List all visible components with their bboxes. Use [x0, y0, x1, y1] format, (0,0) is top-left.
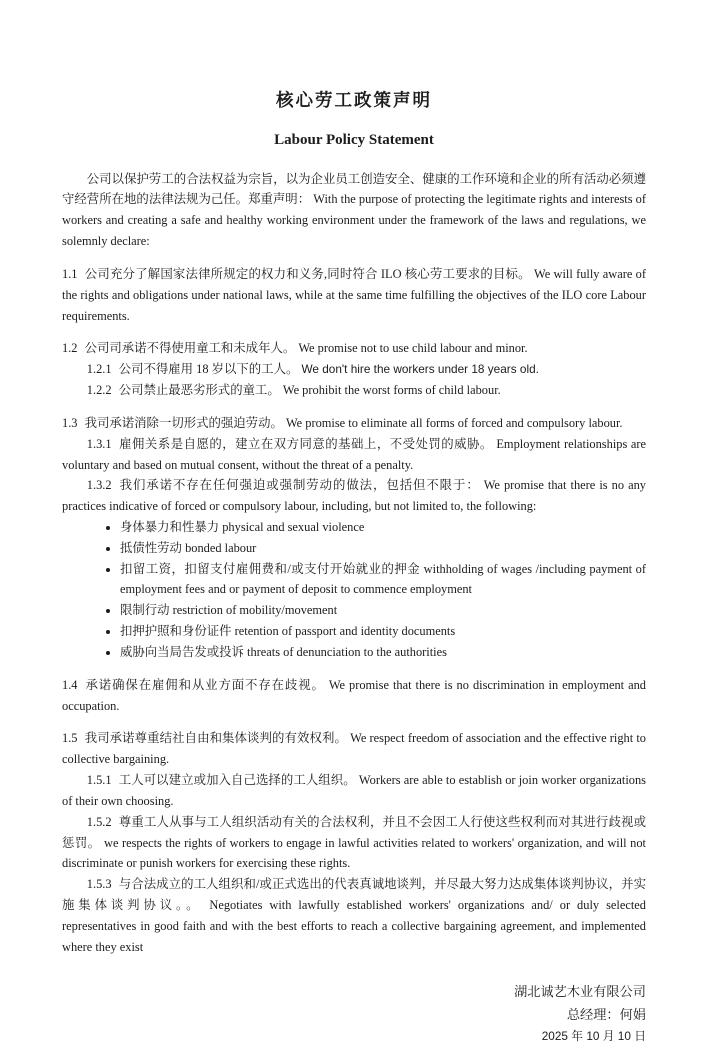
- clause-number: 1.2.1: [86, 362, 112, 377]
- bullet-text-en: withholding of wages /including payment of employment fees and or payment of deposit to commence employment: [120, 561, 646, 597]
- clause-text-en: We promise that there is no any practices indicative of forced or compulsory labour, including, but not limited to, the following:: [62, 478, 646, 514]
- forced-labour-practices-list: [62, 517, 646, 663]
- bullet-text-cn: 扣押护照和身份证件: [120, 624, 232, 639]
- clause-text-cn: 公司禁止最恶劣形式的童工。: [118, 383, 280, 398]
- bullet-item-restriction-mobility: [120, 600, 646, 621]
- clause-number: 1.2.2: [86, 383, 112, 398]
- clause-text-en: We will fully aware of the rights and obligations under national laws, while at the same time fulfilling the objectives of the ILO core Labour requirements.: [62, 266, 646, 323]
- page-title-chinese: 核心劳工政策声明: [276, 90, 432, 110]
- clause-number: 1.5.3: [86, 877, 112, 892]
- clause-text-cn: 承诺确保在雇佣和从业方面不存在歧视。: [85, 677, 325, 692]
- clause-text-cn: 我司承诺尊重结社自由和集体谈判的有效权利。: [84, 731, 347, 746]
- bullet-text-en: threats of denunciation to the authorities: [247, 644, 447, 659]
- clause-text-en: We promise not to use child labour and minor.: [298, 341, 528, 356]
- clause-text-cn: 公司充分了解国家法律所规定的权力和义务,同时符合 ILO 核心劳工要求的目标。: [84, 266, 531, 281]
- company-name: 湖北诚艺木业有限公司: [514, 983, 646, 999]
- clause-text-en: Workers are able to establish or join worker organizations of their own choosing.: [62, 773, 646, 808]
- bullet-item-retention-passport: [120, 621, 646, 642]
- clause-number: 1.2: [62, 341, 78, 356]
- clause-1-5-2: [62, 812, 646, 874]
- clause-text-en: we respects the rights of workers to engage in lawful activities related to workers' organization, and will not discriminate or punish workers for exercising these rights.: [62, 835, 646, 871]
- bullet-item-violence: [120, 517, 646, 538]
- signature-date: 2025 年 10 月 10 日: [541, 1028, 646, 1043]
- bullet-text-en: physical and sexual violence: [222, 520, 365, 534]
- intro-text-cn: 公司以保护劳工的合法权益为宗旨，以为企业员工创造安全、健康的工作环境和企业的所有活动必须遵守经营所在地的法律法规为己任。郑重声明：: [62, 171, 646, 207]
- clause-text-en: Employment relationships are voluntary and based on mutual consent, without the threat of a penalty.: [62, 436, 646, 472]
- clause-1-1: [62, 264, 646, 326]
- clause-number: 1.5: [62, 731, 78, 746]
- signer-title-name: 总经理：何娟: [566, 1006, 646, 1022]
- clause-number: 1.5.1: [86, 773, 112, 788]
- clause-text-en: We respect freedom of association and the effective right to collective bargaining.: [62, 731, 647, 767]
- clause-1-5: [62, 728, 646, 770]
- signature-block: [62, 980, 646, 1046]
- clause-text-cn: 公司司承诺不得使用童工和未成年人。: [84, 341, 296, 356]
- bullet-item-threats-denunciation: [120, 642, 646, 663]
- clause-1-3-1: [62, 434, 646, 476]
- bullet-text-en: retention of passport and identity documents: [234, 624, 456, 639]
- intro-text-en: With the purpose of protecting the legitimate rights and interests of workers and creating a safe and healthy working environment under the framework of the laws and regulations, we solemnly declare:: [62, 192, 646, 249]
- clause-text-cn: 公司不得雇用 18 岁以下的工人。: [118, 362, 299, 377]
- clause-number: 1.1: [62, 266, 78, 281]
- clause-text-en: We promise that there is no discrimination in employment and occupation.: [62, 677, 647, 713]
- clause-1-4: [62, 675, 646, 717]
- bullet-text-cn: 威胁向当局告发或投诉: [120, 644, 244, 659]
- clause-text-cn: 尊重工人从事与工人组织活动有关的合法权利，并且不会因工人行使这些权利而对其进行歧视或惩罚。: [62, 814, 646, 850]
- bullet-item-bonded-labour: [120, 538, 646, 559]
- clause-number: 1.4: [62, 677, 78, 692]
- intro-paragraph: [62, 169, 646, 252]
- clause-1-3-2: [62, 475, 646, 517]
- clause-number: 1.3.1: [86, 436, 112, 451]
- clause-1-5-1: [62, 770, 646, 812]
- clause-1-2-1: [62, 359, 646, 380]
- clause-number: 1.3.2: [86, 478, 112, 493]
- bullet-text-cn: 抵债性劳动: [120, 540, 182, 555]
- clause-number: 1.5.2: [86, 814, 112, 829]
- clause-text-cn: 我们承诺不存在任何强迫或强制劳动的做法，包括但不限于：: [119, 478, 480, 493]
- clause-text-en: We prohibit the worst forms of child labour.: [282, 383, 501, 398]
- clause-text-cn: 工人可以建立或加入自己选择的工人组织。: [118, 773, 356, 788]
- clause-text-cn: 雇佣关系是自愿的，建立在双方同意的基础上，不受处罚的威胁。: [119, 436, 493, 451]
- clause-number: 1.3: [62, 415, 78, 430]
- clause-text-en: We promise to eliminate all forms of forced and compulsory labour.: [285, 415, 623, 430]
- clause-1-2-2: [62, 380, 646, 401]
- bullet-text-cn: 身体暴力和性暴力: [120, 520, 220, 534]
- clause-text-en: We don't hire the workers under 18 years old.: [301, 362, 539, 377]
- bullet-text-cn: 限制行动: [120, 603, 170, 618]
- page-title-english: Labour Policy Statement: [274, 132, 434, 149]
- clause-1-2: [62, 338, 646, 359]
- bullet-text-en: restriction of mobility/movement: [172, 603, 338, 618]
- bullet-text-cn: 扣留工资，扣留支付雇佣费和/或支付开始就业的押金: [120, 561, 421, 576]
- clause-1-3: [62, 413, 646, 434]
- clause-text-cn: 与合法成立的工人组织和/或正式选出的代表真诚地谈判，并尽最大努力达成集体谈判协议，并实施集体谈判协议。。: [62, 877, 646, 913]
- bullet-text-en: bonded labour: [185, 540, 257, 555]
- clause-text-cn: 我司承诺消除一切形式的强迫劳动。: [84, 415, 283, 430]
- clause-text-en: Negotiates with lawfully established workers' organizations and/ or duly selected representatives in good faith and with the best efforts to reach a collective bargaining agreement, and implemented where they exist: [62, 898, 646, 954]
- bullet-item-withholding-wages: [120, 559, 646, 601]
- clause-1-5-3: [62, 874, 646, 957]
